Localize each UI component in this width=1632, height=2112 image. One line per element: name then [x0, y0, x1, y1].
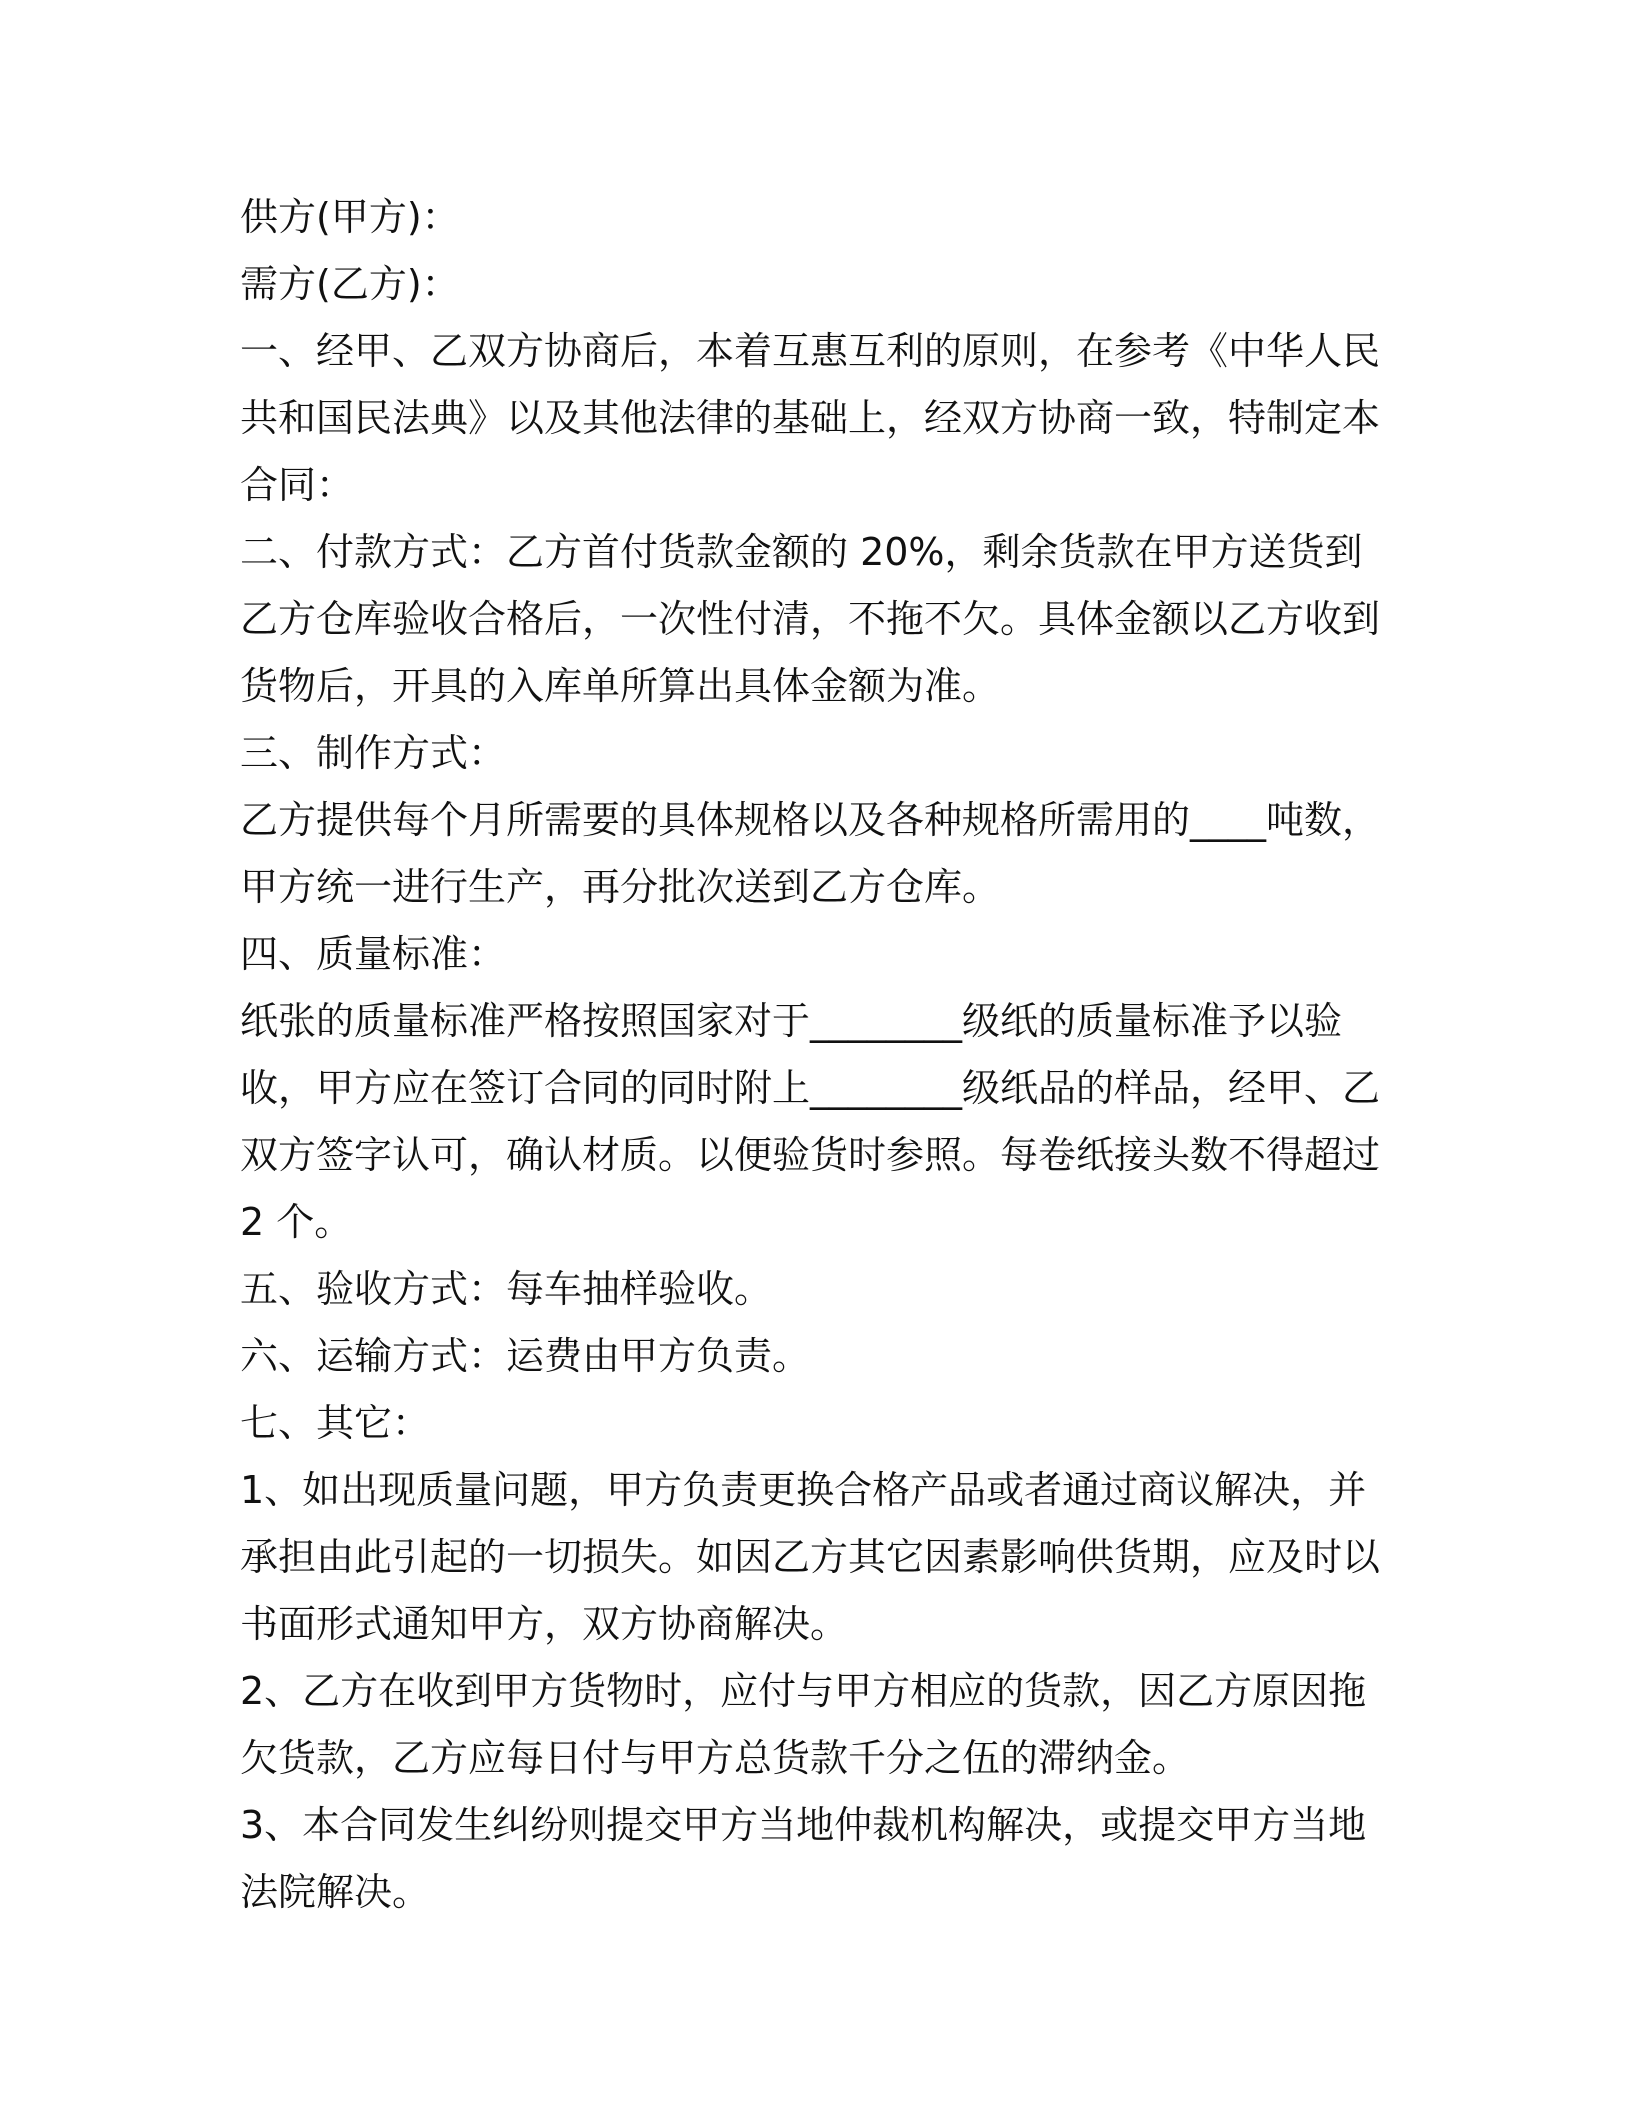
clause-4-heading: 四、质量标准：	[240, 932, 507, 976]
clause-5-inspection: 五、验收方式：每车抽样验收。	[240, 1267, 773, 1311]
clause-1-preamble: 一、经甲、乙双方协商后，本着互惠互利的原则，在参考《中华人民共和国民法典》以及其他法律的基础上，经双方协商一致，特制定本合同：	[240, 329, 1381, 507]
clause-3-body: 乙方提供每个月所需要的具体规格以及各种规格所需用的____吨数，甲方统一进行生产，再分批次送到乙方仓库。	[240, 798, 1381, 909]
supplier-party-line: 供方(甲方)：	[240, 195, 460, 239]
clause-4-body: 纸张的质量标准严格按照国家对于________级纸的质量标准予以验收，甲方应在签订合同的同时附上________级纸品的样品，经甲、乙双方签字认可，确认材质。以便验货时参照。每卷纸接头数不得超过 2 个。	[240, 999, 1393, 1244]
clause-7-heading: 七、其它：	[240, 1401, 431, 1445]
clause-2-payment: 二、付款方式：乙方首付货款金额的 20%，剩余货款在甲方送货到乙方仓库验收合格后，一次性付清，不拖不欠。具体金额以乙方收到货物后，开具的入库单所算出具体金额为准。	[240, 530, 1381, 708]
buyer-party-line: 需方(乙方)：	[240, 262, 460, 306]
contract-body	[240, 184, 1400, 1926]
clause-6-transport: 六、运输方式：运费由甲方负责。	[240, 1334, 811, 1378]
clause-3-heading: 三、制作方式：	[240, 731, 507, 775]
clause-7-item-2: 2、乙方在收到甲方货物时，应付与甲方相应的货款，因乙方原因拖欠货款，乙方应每日付与甲方总货款千分之伍的滞纳金。	[240, 1669, 1367, 1780]
clause-7-item-3: 3、本合同发生纠纷则提交甲方当地仲裁机构解决，或提交甲方当地法院解决。	[240, 1803, 1367, 1914]
clause-7-item-1: 1、如出现质量问题，甲方负责更换合格产品或者通过商议解决，并承担由此引起的一切损失。如因乙方其它因素影响供货期，应及时以书面形式通知甲方，双方协商解决。	[240, 1468, 1381, 1646]
